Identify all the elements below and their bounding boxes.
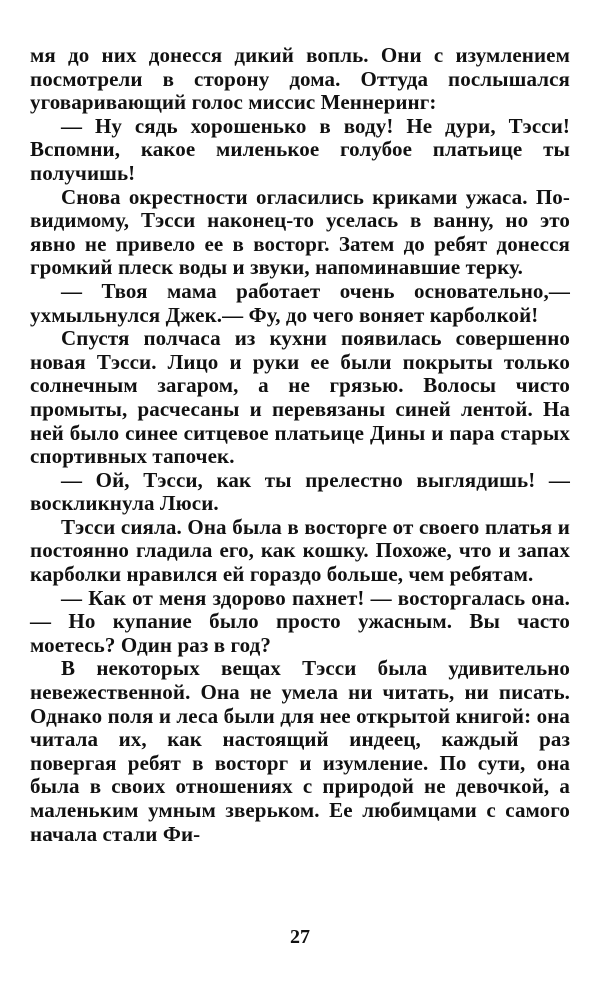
paragraph: — Ну сядь хорошенько в воду! Не дури, Тэсси! Вспомни, какое миленькое голубое платьице ты получишь! bbox=[30, 113, 570, 185]
paragraph: В некоторых вещах Тэсси была удивительно невежественной. Она не умела ни читать, ни писать. Однако поля и леса были для нее открытой книгой: она читала их, как настоящий индеец, каждый раз повергая ребят в восторг и изумление. По сути, она была в своих отношениях с природой не девочкой, а маленьким умным зверьком. Ее любимцами с самого начала стали Фи- bbox=[30, 656, 570, 846]
paragraph: мя до них донесся дикий вопль. Они с изумлением посмотрели в сторону дома. Оттуда послышался уговаривающий голос миссис Меннеринг: bbox=[30, 43, 570, 115]
paragraph: Спустя полчаса из кухни появилась совершенно новая Тэсси. Лицо и руки ее были покрыты только солнечным загаром, а не грязью. Волосы чисто промыты, расчесаны и перевязаны синей лентой. На ней было синее ситцевое платьице Дины и пара старых спортивных тапочек. bbox=[30, 326, 570, 469]
paragraph: — Твоя мама работает очень основательно,— ухмыльнулся Джек.— Фу, до чего воняет карболкой! bbox=[30, 278, 570, 327]
body-text bbox=[30, 44, 570, 846]
page-number: 27 bbox=[290, 926, 310, 948]
paragraph: Снова окрестности огласились криками ужаса. По-видимому, Тэсси наконец-то уселась в ванну, но это явно не привело ее в восторг. Затем до ребят донесся громкий плеск воды и звуки, напоминавшие терку. bbox=[30, 184, 570, 280]
paragraph: Тэсси сияла. Она была в восторге от своего платья и постоянно гладила его, как кошку. Похоже, что и запах карболки нравился ей гораздо больше, чем ребятам. bbox=[30, 514, 570, 587]
paragraph: — Ой, Тэсси, как ты прелестно выглядишь! — воскликнула Люси. bbox=[30, 467, 570, 516]
paragraph: — Как от меня здорово пахнет! — восторгалась она.— Но купание было просто ужасным. Вы часто моетесь? Один раз в год? bbox=[30, 585, 570, 657]
